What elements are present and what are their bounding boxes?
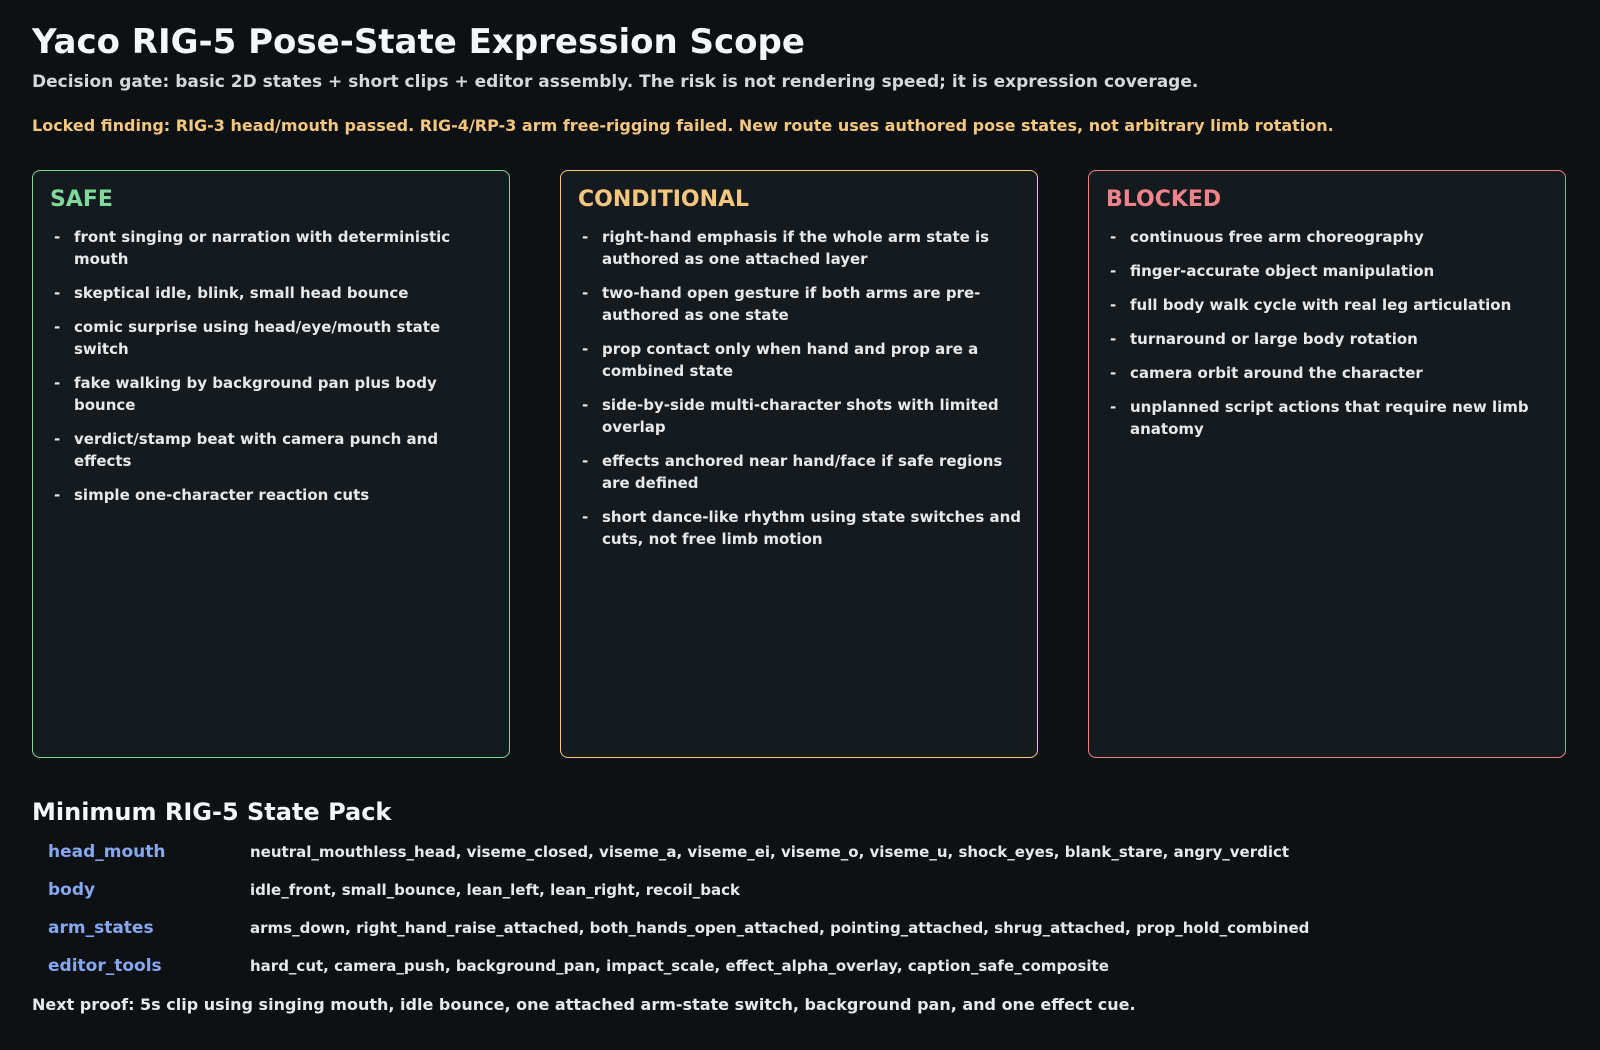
list-item-text: short dance-like rhythm using state switches and cuts, not free limb motion — [602, 508, 1022, 548]
list-item-text: front singing or narration with deterministic mouth — [74, 228, 451, 268]
locked-finding: Locked finding: RIG-3 head/mouth passed. RIG-4/RP-3 arm free-rigging failed. New route uses authored pose states, not arbitrary limb rotation. — [32, 116, 1334, 135]
safe-list — [50, 226, 497, 506]
list-item-text: verdict/stamp beat with camera punch and effects — [74, 430, 439, 470]
list-item: - continuous free arm choreography — [1110, 228, 1424, 246]
conditional-panel — [560, 170, 1038, 758]
list-item-text: simple one-character reaction cuts — [74, 486, 370, 504]
list-item: - unplanned script actions that require new limb anatomy — [1110, 398, 1529, 438]
list-item-text: effects anchored near hand/face if safe regions are defined — [602, 452, 1003, 492]
state-pack-value: hard_cut, camera_push, background_pan, impact_scale, effect_alpha_overlay, caption_safe_composite — [250, 957, 1109, 975]
safe-panel — [32, 170, 510, 758]
safe-panel-title: SAFE — [50, 187, 113, 212]
list-item: - front singing or narration with deterministic mouth — [54, 228, 451, 268]
state-pack-key: editor_tools — [48, 956, 162, 976]
state-pack-key: body — [48, 880, 96, 900]
list-item-text: full body walk cycle with real leg articulation — [1130, 296, 1512, 314]
blocked-panel — [1088, 170, 1566, 758]
list-item-text: finger-accurate object manipulation — [1130, 262, 1435, 280]
list-item: - two-hand open gesture if both arms are pre-authored as one state — [582, 284, 981, 324]
list-item-text: right-hand emphasis if the whole arm state is authored as one attached layer — [602, 228, 990, 268]
list-item: - turnaround or large body rotation — [1110, 330, 1418, 348]
state-pack-value: arms_down, right_hand_raise_attached, both_hands_open_attached, pointing_attached, shrug_attached, prop_hold_combined — [250, 919, 1310, 937]
list-item: - verdict/stamp beat with camera punch and effects — [54, 430, 439, 470]
list-item: - comic surprise using head/eye/mouth state switch — [54, 318, 441, 358]
state-pack-key: head_mouth — [48, 842, 166, 862]
list-item-text: comic surprise using head/eye/mouth state switch — [74, 318, 441, 358]
list-item-text: side-by-side multi-character shots with limited overlap — [602, 396, 999, 436]
state-pack-key: arm_states — [48, 918, 154, 938]
next-proof-note: Next proof: 5s clip using singing mouth, idle bounce, one attached arm-state switch, background pan, and one effect cue. — [32, 995, 1136, 1014]
list-item: - prop contact only when hand and prop are a combined state — [582, 340, 979, 380]
list-item: - finger-accurate object manipulation — [1110, 262, 1435, 280]
conditional-list — [578, 226, 1025, 550]
list-item: - skeptical idle, blink, small head bounce — [54, 284, 409, 302]
list-item: - camera orbit around the character — [1110, 364, 1423, 382]
blocked-list — [1106, 226, 1553, 440]
list-item: - right-hand emphasis if the whole arm state is authored as one attached layer — [582, 228, 990, 268]
list-item-text: prop contact only when hand and prop are a combined state — [602, 340, 979, 380]
list-item: - fake walking by background pan plus body bounce — [54, 374, 437, 414]
state-pack-value: neutral_mouthless_head, viseme_closed, viseme_a, viseme_ei, viseme_o, viseme_u, shock_eyes, blank_stare, angry_verdict — [250, 843, 1290, 861]
list-item-text: skeptical idle, blink, small head bounce — [74, 284, 409, 302]
list-item-text: camera orbit around the character — [1130, 364, 1423, 382]
list-item-text: turnaround or large body rotation — [1130, 330, 1418, 348]
list-item: - short dance-like rhythm using state switches and cuts, not free limb motion — [582, 508, 1022, 548]
list-item-text: continuous free arm choreography — [1130, 228, 1424, 246]
list-item-text: two-hand open gesture if both arms are pre-authored as one state — [602, 284, 981, 324]
list-item: - side-by-side multi-character shots with limited overlap — [582, 396, 999, 436]
page-subtitle: Decision gate: basic 2D states + short clips + editor assembly. The risk is not rendering speed; it is expression coverage. — [32, 72, 1199, 92]
list-item: - effects anchored near hand/face if safe regions are defined — [582, 452, 1003, 492]
page-title: Yaco RIG-5 Pose-State Expression Scope — [32, 22, 805, 62]
list-item-text: unplanned script actions that require new limb anatomy — [1130, 398, 1529, 438]
list-item: - full body walk cycle with real leg articulation — [1110, 296, 1512, 314]
blocked-panel-title: BLOCKED — [1106, 187, 1222, 212]
state-pack-value: idle_front, small_bounce, lean_left, lean_right, recoil_back — [250, 881, 741, 899]
conditional-panel-title: CONDITIONAL — [578, 187, 750, 212]
state-pack-title: Minimum RIG-5 State Pack — [32, 798, 392, 826]
list-item-text: fake walking by background pan plus body bounce — [74, 374, 437, 414]
list-item: - simple one-character reaction cuts — [54, 486, 370, 504]
